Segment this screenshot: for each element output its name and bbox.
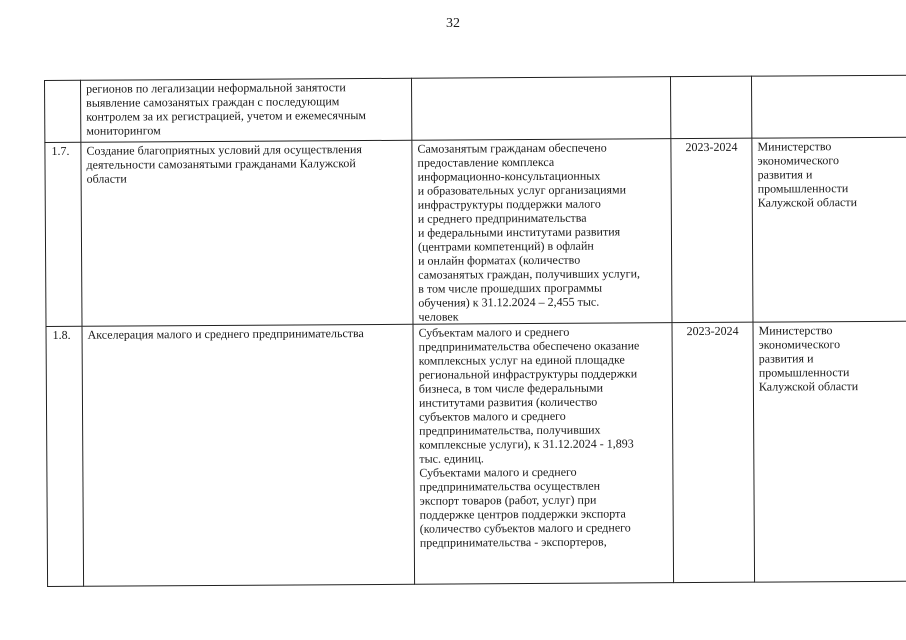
result-line: комплексные услуги), к 31.12.2024 - 1,893	[419, 436, 634, 452]
name-line: Создание благоприятных условий для осуществления	[86, 142, 362, 158]
expected-result-cell	[412, 139, 672, 325]
result-line: и образовательных услуг организациями	[417, 182, 627, 198]
name-line: Акселерация малого и среднего предпринимательства	[87, 326, 364, 342]
term: 2023-2024	[685, 139, 738, 155]
result-line: предпринимательства обеспечено оказание	[418, 338, 640, 354]
result-line: и федеральными институтами развития	[417, 224, 621, 240]
executor-line: Министерство	[757, 139, 832, 154]
result-line: предпринимательства, получивших	[419, 422, 601, 438]
expected-result-cell	[413, 323, 674, 585]
result-line: Субъектам малого и среднего	[418, 324, 570, 340]
table-row	[45, 137, 906, 326]
result-line: экспорт товаров (работ, услуг) при	[419, 492, 597, 508]
term-cell	[671, 138, 753, 322]
row-number-cell	[46, 326, 84, 586]
result-line: инфраструктуры поддержки малого	[417, 196, 601, 212]
executor-line: развития и	[758, 351, 814, 366]
row-number: 1.7.	[51, 143, 70, 158]
name-line: контролем за их регистрацией, учетом и ежемесячным	[86, 108, 367, 124]
result-line: и среднего предпринимательства	[417, 210, 587, 226]
result-line: бизнеса, в том числе федеральными	[418, 380, 604, 396]
executor-cell	[752, 137, 906, 322]
executor-line: Министерство	[758, 323, 833, 338]
result-line: самозанятых граждан, получивших услуги,	[418, 266, 641, 282]
term-cell	[672, 322, 755, 582]
executor-line: промышленности	[758, 365, 850, 380]
page-number: 32	[446, 16, 460, 31]
result-line: региональной инфраструктуры поддержки	[418, 366, 638, 382]
result-line: предоставление комплекса	[417, 154, 555, 170]
result-line: Самозанятым гражданам обеспечено	[417, 140, 607, 156]
name-line: деятельности самозанятыми гражданами Калужской	[86, 156, 356, 172]
result-line: предпринимательства - экспортеров,	[419, 534, 607, 550]
result-line: поддержке центров поддержки экспорта	[419, 506, 626, 522]
name-line: регионов по легализации неформальной занятости	[86, 80, 346, 96]
result-line: и онлайн форматах (количество	[418, 252, 581, 268]
expected-result-cell	[411, 77, 670, 141]
executor-cell	[753, 321, 906, 582]
executor-line: Калужской области	[758, 379, 859, 394]
result-line: Субъектами малого и среднего	[419, 464, 577, 480]
executor-line: Калужской области	[757, 195, 858, 210]
result-line: информационно-консультационных	[417, 168, 601, 184]
result-line: (количество субъектов малого и среднего	[419, 520, 631, 536]
table-row	[45, 75, 906, 142]
measure-name-cell	[81, 78, 412, 142]
row-number: 1.8.	[52, 327, 71, 342]
executor-line: экономического	[758, 337, 841, 352]
result-line: субъектов малого и среднего	[419, 408, 566, 424]
result-line: тыс. единиц.	[419, 451, 484, 466]
result-line: институтами развития (количество	[418, 394, 598, 410]
name-line: выявление самозанятых граждан с последующим	[86, 94, 340, 110]
executor-line: промышленности	[757, 181, 849, 196]
row-number-cell	[45, 80, 81, 142]
result-line: в том числе прошедших программы	[418, 280, 603, 296]
result-line: предпринимательства осуществлен	[419, 478, 601, 494]
measure-name-cell	[81, 140, 413, 326]
measure-name-cell	[82, 324, 415, 586]
executor-line: экономического	[757, 153, 839, 168]
name-line: области	[86, 171, 127, 186]
result-line: человек	[418, 309, 459, 324]
executor-cell	[751, 75, 906, 138]
result-line: (центрами компетенций) в офлайн	[417, 238, 594, 254]
result-line: обучения) к 31.12.2024 – 2,455 тыс.	[418, 294, 600, 310]
term-cell	[670, 76, 751, 138]
row-number-cell	[45, 142, 82, 326]
name-line: мониторингом	[86, 123, 161, 138]
term: 2023-2024	[686, 323, 739, 339]
measures-table	[44, 75, 899, 587]
table-row	[46, 321, 906, 586]
result-line: комплексных услуг на единой площадке	[418, 352, 625, 368]
executor-line: развития и	[757, 167, 813, 182]
